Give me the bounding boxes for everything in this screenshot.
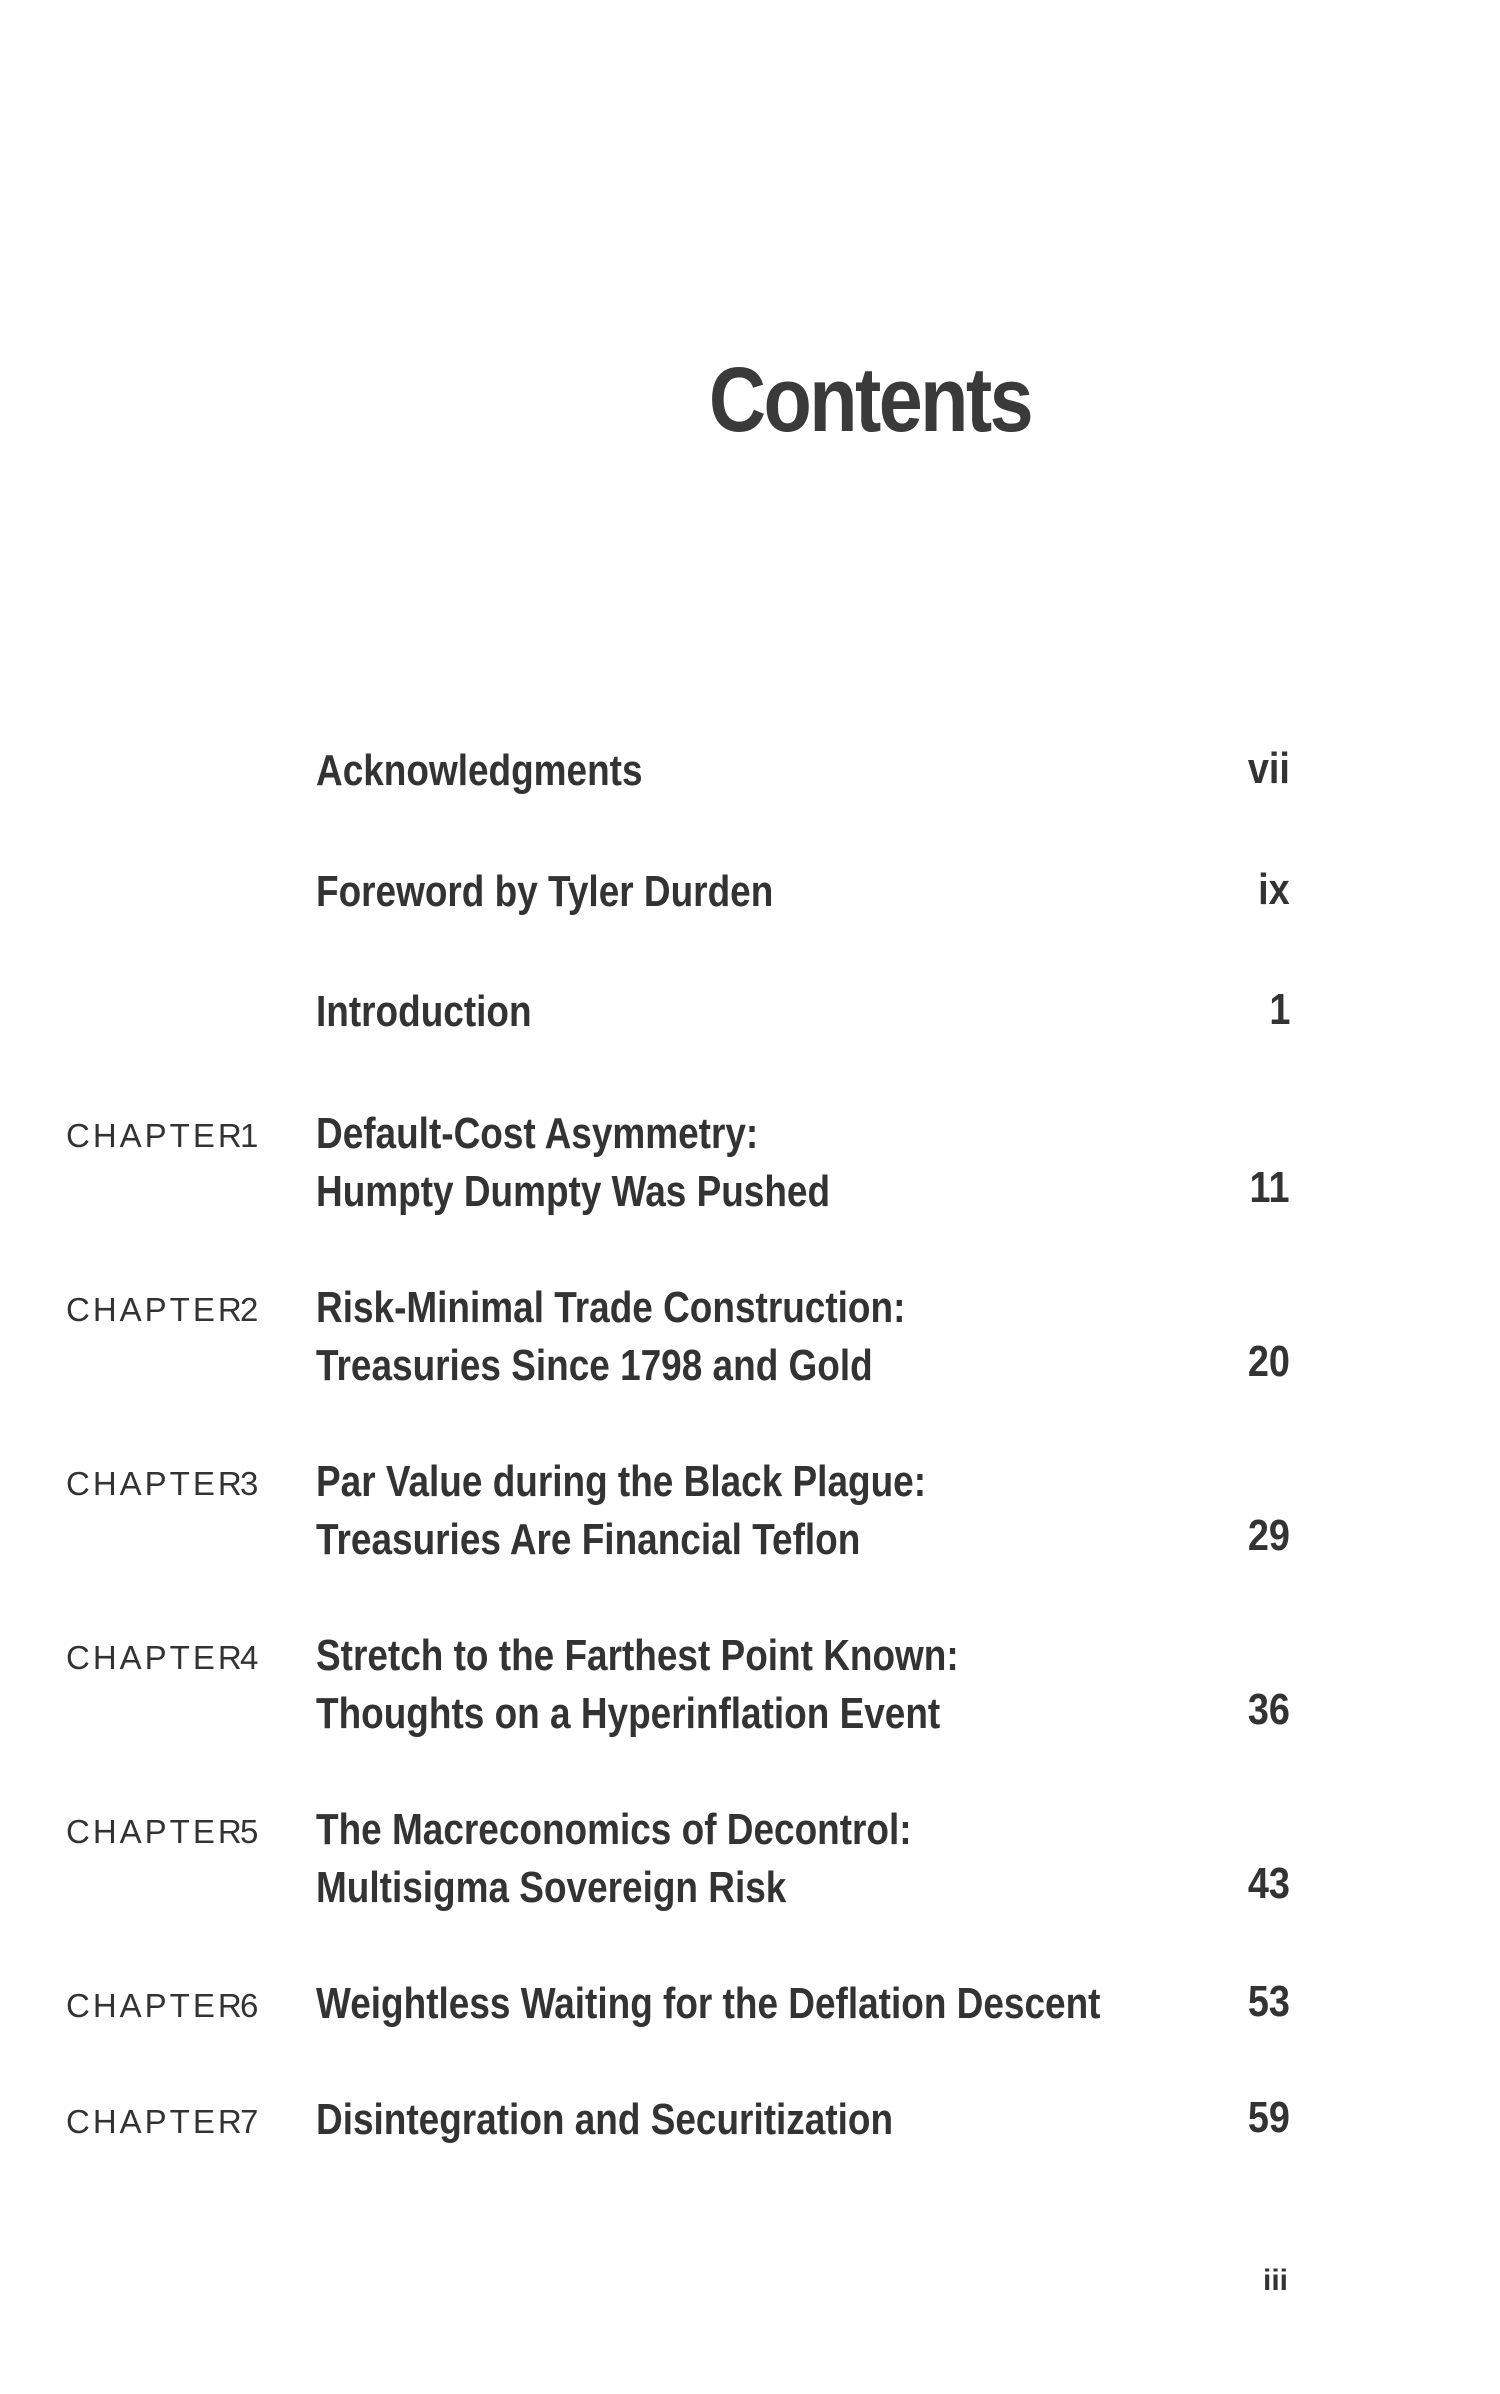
toc-entry-page[interactable]: 1 [1268,985,1290,1034]
chapter-number: 2 [240,1291,259,1328]
toc-entry-title[interactable] [316,1105,830,1221]
chapter-number: 7 [240,2103,259,2140]
chapter-label: CHAPTER [66,1117,245,1154]
page-number: iii [1262,2264,1288,2297]
toc-entry-page[interactable]: 29 [1247,1511,1290,1560]
toc-entry-title[interactable] [316,863,773,921]
toc-entry-title[interactable] [316,1279,905,1395]
toc-entry-title-line: Foreword by Tyler Durden [316,867,774,916]
toc-entry-title-line: Stretch to the Farthest Point Known: [316,1631,959,1680]
toc-entry-page[interactable]: 59 [1247,2093,1290,2142]
toc-entry-title[interactable] [316,1975,1100,2033]
toc-entry-title-line: Default-Cost Asymmetry: [316,1109,759,1158]
toc-entry-page[interactable]: 20 [1247,1337,1290,1386]
toc-entry-page[interactable]: vii [1247,744,1290,793]
toc-entry-title-line: Disintegration and Securitization [316,2095,894,2144]
toc-entry-title[interactable] [316,983,532,1041]
toc-entry-title-line: Multisigma Sovereign Risk [316,1863,787,1912]
toc-entry-title-line: Treasuries Are Financial Teflon [316,1515,861,1564]
chapter-number: 3 [240,1465,259,1502]
chapter-label: CHAPTER [66,1465,245,1502]
toc-entry-page[interactable]: ix [1258,865,1290,914]
toc-entry-title-line: Weightless Waiting for the Deflation Descent [316,1979,1101,2028]
toc-entry-title[interactable] [316,1801,912,1917]
toc-entry-title[interactable] [316,1627,959,1743]
toc-entry-page[interactable]: 11 [1249,1163,1290,1212]
toc-entry-title-line: Introduction [316,987,532,1036]
toc-entry-title-line: Treasuries Since 1798 and Gold [316,1341,873,1390]
chapter-label: CHAPTER [66,2103,245,2140]
chapter-label: CHAPTER [66,1813,245,1850]
chapter-label: CHAPTER [66,1639,245,1676]
toc-entry-page[interactable]: 43 [1247,1859,1290,1908]
toc-entry-title[interactable] [316,742,643,800]
toc-entry-page[interactable]: 36 [1247,1685,1290,1734]
toc-entry-title-line: Risk-Minimal Trade Construction: [316,1283,906,1332]
chapter-number: 4 [240,1639,259,1676]
chapter-number: 5 [240,1813,259,1850]
chapter-number: 6 [240,1987,259,2024]
chapter-number: 1 [240,1117,259,1154]
page-title: Contents [708,349,1032,451]
toc-entry-title[interactable] [316,2091,893,2149]
toc-entry-page[interactable]: 53 [1247,1977,1290,2026]
toc-entry-title-line: The Macreconomics of Decontrol: [316,1805,912,1854]
chapter-label: CHAPTER [66,1987,245,2024]
toc-entry-title-line: Thoughts on a Hyperinflation Event [316,1689,941,1738]
toc-entry-title-line: Par Value during the Black Plague: [316,1457,927,1506]
toc-entry-title-line: Humpty Dumpty Was Pushed [316,1167,831,1216]
chapter-label: CHAPTER [66,1291,245,1328]
toc-entry-title-line: Acknowledgments [316,746,643,795]
toc-entry-title[interactable] [316,1453,926,1569]
